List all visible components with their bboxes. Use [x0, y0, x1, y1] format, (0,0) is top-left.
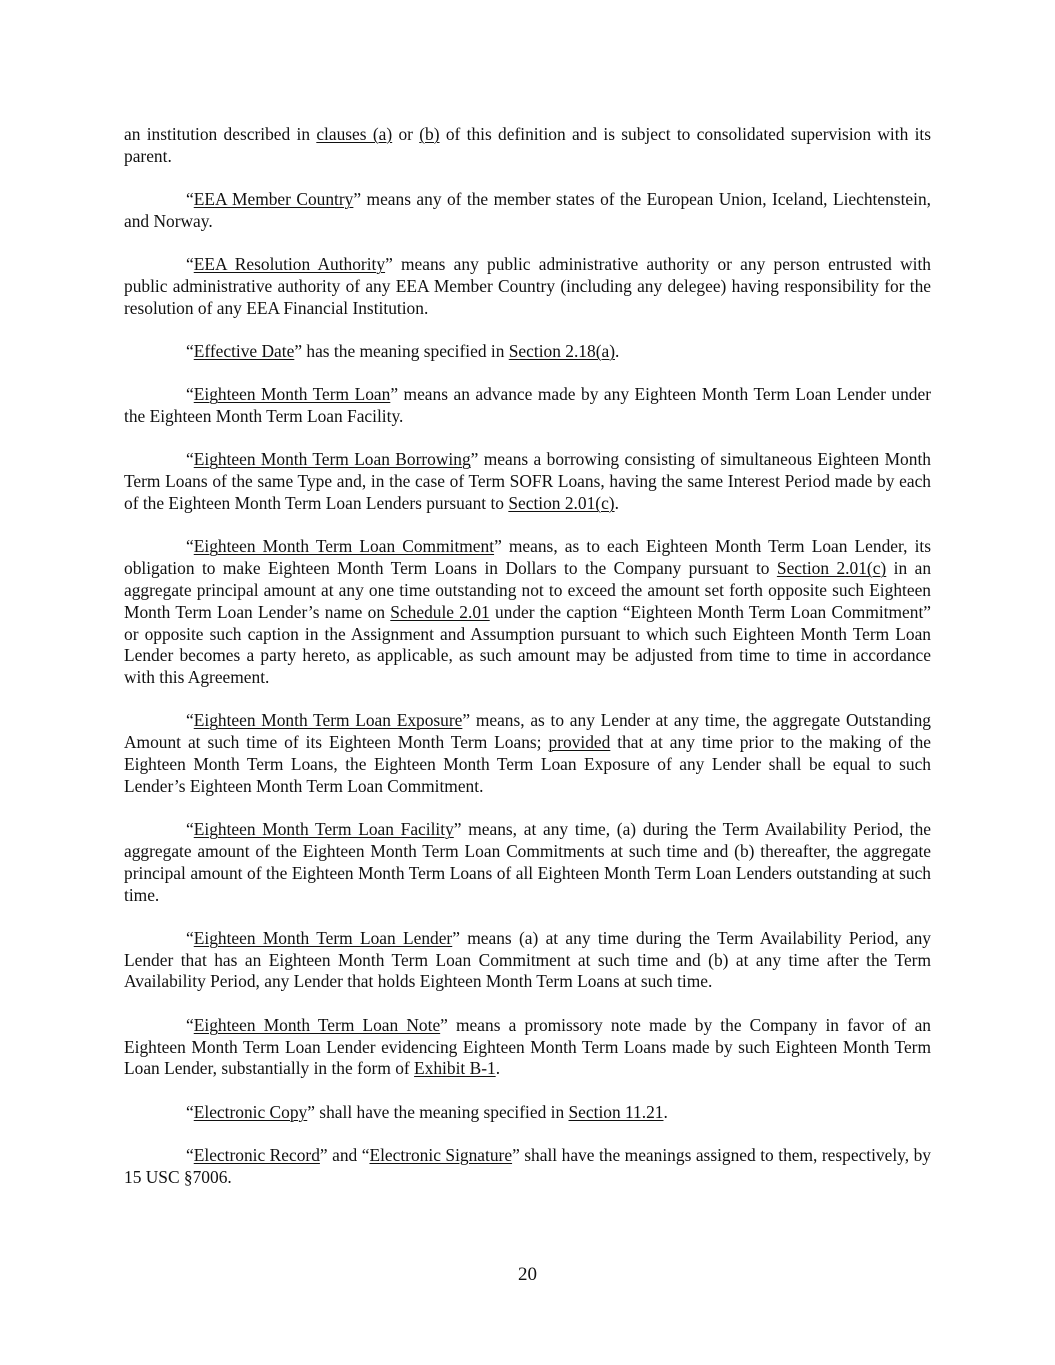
- underlined-term: (b): [419, 124, 440, 144]
- paragraph-text: ” means, as to each Eighteen Month Term Loan Lender, its obligation to make Eighteen Month Term Loans in Dollars to the Company pursuant to: [124, 536, 931, 579]
- paragraph-text: ” means a promissory note made by the Company in favor of an Eighteen Month Term Loan Lender evidencing Eighteen Month Term Loans made by such Eighteen Month Term Loan Lender, substantially in the form of: [124, 1014, 932, 1079]
- paragraph-text: “: [186, 1014, 194, 1035]
- underlined-term: Effective Date: [193, 341, 295, 362]
- paragraph-text: ” means an advance made by any Eighteen Month Term Loan Lender under the Eighteen Month Term Loan Facility.: [124, 384, 931, 427]
- definition-paragraph: [124, 189, 931, 233]
- paragraph-text: “: [186, 927, 194, 948]
- underlined-term: clauses (a): [316, 124, 393, 144]
- paragraph-text: “: [186, 254, 194, 275]
- paragraph-text: “: [186, 341, 194, 362]
- paragraph-text: ” means a borrowing consisting of simultaneous Eighteen Month Term Loans of the same Type and, in the case of Term SOFR Loans, having the same Interest Period made by each of the Eighteen Month Term Loan Lenders pursuant to: [124, 449, 931, 514]
- underlined-term: Eighteen Month Term Loan Note: [193, 1014, 441, 1035]
- underlined-term: Eighteen Month Term Loan Borrowing: [193, 449, 471, 470]
- underlined-term: Electronic Copy: [193, 1101, 308, 1122]
- document-body: [124, 124, 931, 1210]
- paragraph-text: ” means, at any time, (a) during the Term Availability Period, the aggregate amount of the Eighteen Month Term Loan Commitments at such time and (b) thereafter, the aggregate principal amount of the Eighteen Month Term Loans of all Eighteen Month Term Loan Lenders outstanding at such time.: [124, 819, 932, 905]
- paragraph-text: “: [186, 189, 194, 210]
- paragraph-text: “: [186, 1101, 194, 1122]
- paragraph-text: an institution described in: [124, 124, 317, 144]
- definition-paragraph: [124, 341, 931, 363]
- paragraph-text: .: [495, 1058, 501, 1079]
- definition-paragraph: [124, 536, 931, 689]
- paragraph-text: “: [186, 384, 194, 405]
- paragraph-text: ” has the meaning specified in: [294, 341, 509, 362]
- definition-paragraph: [124, 710, 931, 797]
- paragraph-text: that at any time prior to the making of the Eighteen Month Term Loans, the Eighteen Month Term Loan Exposure of any Lender shall be equal to such Lender’s Eighteen Month Term Loan Commitment.: [124, 732, 931, 796]
- paragraph-text: ” means any public administrative authority or any person entrusted with public administrative authority of any EEA Member Country (including any delegee) having responsibility for the resolution of any EEA Financial Institution.: [124, 254, 931, 318]
- paragraph-text: “: [186, 1144, 194, 1165]
- underlined-term: EEA Resolution Authority: [193, 254, 386, 275]
- underlined-term: Eighteen Month Term Loan Commitment: [193, 536, 495, 557]
- definition-paragraph: [124, 928, 931, 993]
- definition-paragraph: [124, 449, 931, 514]
- underlined-term: Exhibit B-1: [414, 1058, 496, 1079]
- paragraph-text: under the caption “Eighteen Month Term Loan Commitment” or opposite such caption in the Assignment and Assumption pursuant to which such Eighteen Month Term Loan Lender becomes a party hereto, as applicable, as such amount may be adjusted from time to time in accordance with this Agreement.: [124, 601, 932, 688]
- paragraph-text: “: [186, 449, 194, 470]
- definition-paragraph: [124, 819, 931, 906]
- paragraph-text: ” means (a) at any time during the Term Availability Period, any Lender that has an Eighteen Month Term Loan Commitment at such time and (b) at any time after the Term Availability Period, any Lender that holds Eighteen Month Term Loans at such time.: [124, 927, 931, 992]
- underlined-term: Eighteen Month Term Loan Lender: [193, 927, 453, 948]
- underlined-term: Schedule 2.01: [390, 601, 490, 622]
- underlined-term: Eighteen Month Term Loan: [193, 384, 391, 405]
- paragraph-text: ” shall have the meaning specified in: [307, 1101, 569, 1122]
- underlined-term: Eighteen Month Term Loan Facility: [193, 819, 454, 840]
- underlined-term: Section 11.21: [568, 1101, 664, 1122]
- paragraph-text: .: [615, 341, 620, 362]
- underlined-term: Section 2.01(c): [508, 493, 615, 514]
- underlined-term: provided: [548, 732, 611, 753]
- paragraph-text: or: [392, 124, 420, 144]
- definition-paragraph: [124, 1145, 931, 1189]
- paragraph-text: ” means, as to any Lender at any time, the aggregate Outstanding Amount at such time of its Eighteen Month Term Loans;: [124, 710, 931, 753]
- paragraph-text: ” and “: [319, 1144, 370, 1165]
- definition-paragraph: [124, 1102, 931, 1124]
- underlined-term: Eighteen Month Term Loan Exposure: [193, 710, 463, 731]
- underlined-term: Section 2.01(c): [776, 558, 887, 579]
- continuation-paragraph: [124, 124, 931, 168]
- underlined-term: Electronic Record: [193, 1144, 320, 1165]
- page-number: 20: [518, 1264, 537, 1285]
- underlined-term: EEA Member Country: [193, 189, 354, 210]
- paragraph-text: in an aggregate principal amount at any one time outstanding not to exceed the amount set forth opposite such Eighteen Month Term Loan Lender’s name on: [124, 558, 932, 622]
- paragraph-text: .: [614, 493, 619, 514]
- paragraph-text: “: [186, 536, 194, 557]
- underlined-term: Section 2.18(a): [508, 341, 615, 362]
- paragraph-text: “: [186, 819, 194, 840]
- paragraph-text: ” means any of the member states of the European Union, Iceland, Liechtenstein, and Norway.: [124, 189, 931, 231]
- definition-paragraph: [124, 384, 931, 428]
- paragraph-text: .: [663, 1101, 668, 1122]
- definition-paragraph: [124, 1015, 931, 1080]
- underlined-term: Electronic Signature: [369, 1144, 513, 1165]
- paragraph-text: ” shall have the meanings assigned to them, respectively, by 15 USC §7006.: [124, 1144, 931, 1187]
- paragraph-text: “: [186, 710, 194, 731]
- paragraph-text: of this definition and is subject to consolidated supervision with its parent.: [124, 124, 931, 166]
- definition-paragraph: [124, 254, 931, 319]
